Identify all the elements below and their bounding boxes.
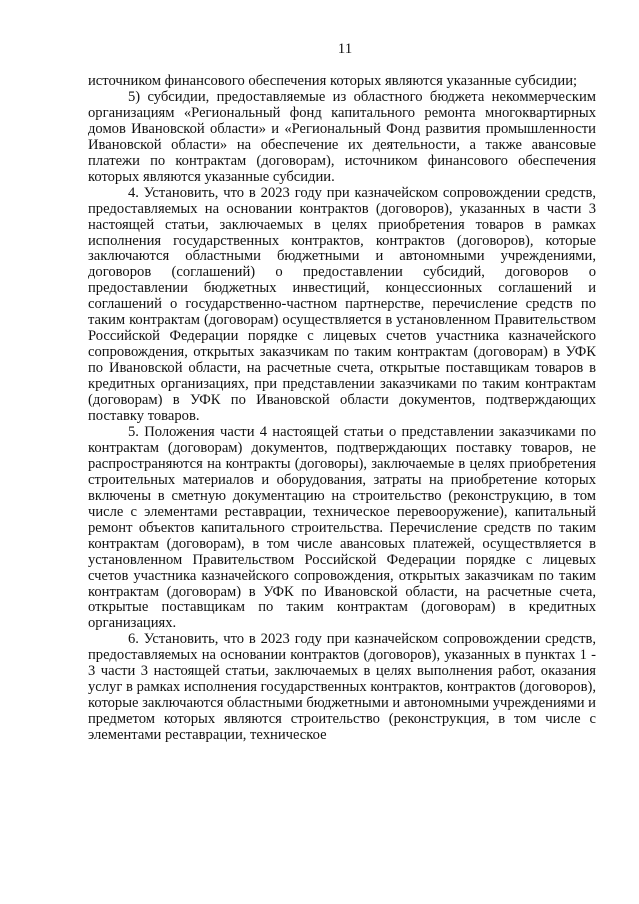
paragraph-section-5: 5. Положения части 4 настоящей статьи о представлении заказчиками по контрактам (договорам) документов, подтверждающих поставку товаров, не распространяются на контракты (договоры), заключаемые в целях приобретения строительных материалов и оборудования, затраты на приобретение которых включены в сметную документацию на строительство (реконструкцию, в том числе с элементами реставрации, техническое перевооружение), капитальный ремонт объектов капитального строительства. Перечисление средств по таким контрактам (договорам), в том числе авансовых платежей, осуществляется в установленном Правительством Российской Федерации порядке с лицевых счетов участника казначейского сопровождения, открытых заказчикам по таким контрактам (договорам) в УФК по Ивановской области, на расчетные счета, открытые поставщикам по таким контрактам (договорам) в кредитных организациях. (88, 423, 596, 632)
paragraph-continuation: источником финансового обеспечения которых являются указанные субсидии; (88, 73, 578, 89)
document-page (88, 40, 596, 744)
page-number: 11 (337, 41, 353, 57)
paragraph-section-6: 6. Установить, что в 2023 году при казначейском сопровождении средств, предоставляемых на основании контрактов (договоров), указанных в пунктах 1 - 3 части 3 настоящей статьи, заключаемых в целях выполнения работ, оказания услуг в рамках исполнения государственных контрактов, контрактов (договоров), которые заключаются областными бюджетными и автономными учреждениями и предметом которых являются строительство (реконструкция, в том числе с элементами реставрации, техническое (88, 631, 596, 744)
paragraph-section-4: 4. Установить, что в 2023 году при казначейском сопровождении средств, предоставляемых на основании контрактов (договоров), указанных в части 3 настоящей статьи, заключаемых в целях приобретения товаров в рамках исполнения государственных контрактов, контрактов (договоров), которые заключаются областными бюджетными и автономными учреждениями, договоров (соглашений) о предоставлении субсидий, договоров о предоставлении бюджетных инвестиций, концессионных соглашений и соглашений о государственно-частном партнерстве, перечисление средств по таким контрактам (договорам) осуществляется в установленном Правительством Российской Федерации порядке с лицевых счетов участника казначейского сопровождения, открытых заказчикам по таким контрактам (договорам) в УФК по Ивановской области, на расчетные счета, открытые поставщикам товаров в кредитных организациях, при представлении заказчиками по таким контрактам (договорам) в УФК по Ивановской области документов, подтверждающих поставку товаров. (88, 184, 596, 425)
paragraph-item-5: 5) субсидии, предоставляемые из областного бюджета некоммерческим организациям «Региональный фонд капитального ремонта многоквартирных домов Ивановской области» и «Региональный Фонд развития промышленности Ивановской области» на обеспечение их деятельности, а также авансовые платежи по контрактам (договорам), источником финансового обеспечения которых являются указанные субсидии. (88, 88, 596, 185)
